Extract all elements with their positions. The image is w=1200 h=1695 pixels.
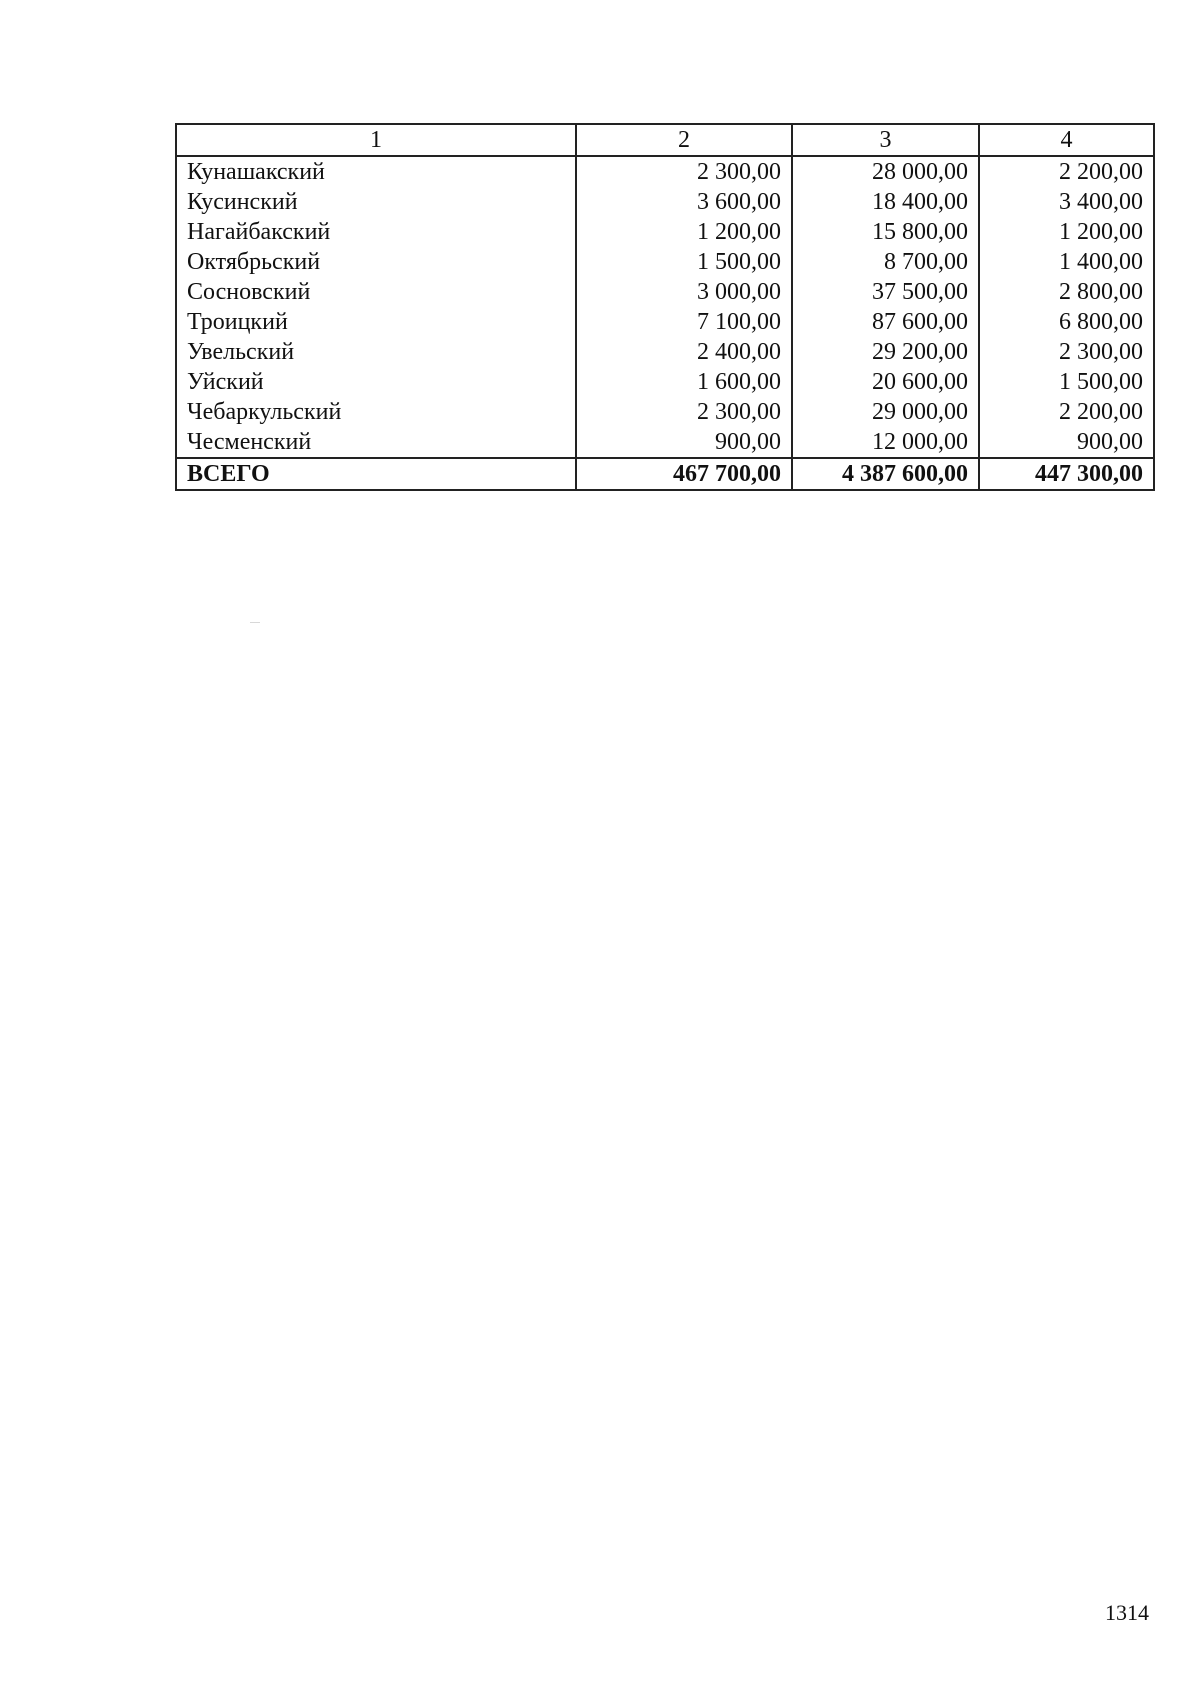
value-col-4: 1 500,00 bbox=[979, 367, 1154, 397]
value-col-4: 900,00 bbox=[979, 427, 1154, 458]
value-col-2: 3 000,00 bbox=[576, 277, 792, 307]
header-cell-1: 1 bbox=[176, 124, 576, 156]
value-col-2: 2 400,00 bbox=[576, 337, 792, 367]
header-cell-2: 2 bbox=[576, 124, 792, 156]
total-label: ВСЕГО bbox=[176, 458, 576, 490]
value-col-4: 2 200,00 bbox=[979, 156, 1154, 187]
value-col-3: 87 600,00 bbox=[792, 307, 979, 337]
value-col-3: 29 000,00 bbox=[792, 397, 979, 427]
district-name: Нагайбакский bbox=[176, 217, 576, 247]
value-col-4: 1 400,00 bbox=[979, 247, 1154, 277]
value-col-3: 20 600,00 bbox=[792, 367, 979, 397]
value-col-2: 7 100,00 bbox=[576, 307, 792, 337]
total-col-2: 467 700,00 bbox=[576, 458, 792, 490]
table-body bbox=[176, 156, 1154, 490]
value-col-4: 3 400,00 bbox=[979, 187, 1154, 217]
scan-artifact bbox=[250, 622, 260, 623]
value-col-3: 12 000,00 bbox=[792, 427, 979, 458]
table-row bbox=[176, 307, 1154, 337]
value-col-3: 15 800,00 bbox=[792, 217, 979, 247]
page-number: 1314 bbox=[1105, 1600, 1149, 1625]
district-name: Октябрьский bbox=[176, 247, 576, 277]
header-cell-3: 3 bbox=[792, 124, 979, 156]
table-row bbox=[176, 337, 1154, 367]
value-col-2: 1 600,00 bbox=[576, 367, 792, 397]
table-row bbox=[176, 367, 1154, 397]
district-name: Чебаркульский bbox=[176, 397, 576, 427]
table-row bbox=[176, 187, 1154, 217]
table-row bbox=[176, 277, 1154, 307]
district-name: Кусинский bbox=[176, 187, 576, 217]
value-col-2: 1 500,00 bbox=[576, 247, 792, 277]
value-col-3: 29 200,00 bbox=[792, 337, 979, 367]
header-cell-4: 4 bbox=[979, 124, 1154, 156]
district-name: Троицкий bbox=[176, 307, 576, 337]
table-header bbox=[176, 124, 1154, 156]
value-col-2: 2 300,00 bbox=[576, 156, 792, 187]
value-col-3: 8 700,00 bbox=[792, 247, 979, 277]
district-name: Кунашакский bbox=[176, 156, 576, 187]
table-row bbox=[176, 156, 1154, 187]
value-col-2: 2 300,00 bbox=[576, 397, 792, 427]
value-col-4: 2 800,00 bbox=[979, 277, 1154, 307]
table-row bbox=[176, 217, 1154, 247]
district-name: Сосновский bbox=[176, 277, 576, 307]
value-col-2: 1 200,00 bbox=[576, 217, 792, 247]
value-col-4: 6 800,00 bbox=[979, 307, 1154, 337]
district-name: Уйский bbox=[176, 367, 576, 397]
district-name: Чесменский bbox=[176, 427, 576, 458]
total-col-4: 447 300,00 bbox=[979, 458, 1154, 490]
value-col-4: 2 200,00 bbox=[979, 397, 1154, 427]
table-row bbox=[176, 397, 1154, 427]
district-name: Увельский bbox=[176, 337, 576, 367]
value-col-3: 28 000,00 bbox=[792, 156, 979, 187]
total-row bbox=[176, 458, 1154, 490]
value-col-3: 18 400,00 bbox=[792, 187, 979, 217]
value-col-2: 900,00 bbox=[576, 427, 792, 458]
header-row bbox=[176, 124, 1154, 156]
value-col-3: 37 500,00 bbox=[792, 277, 979, 307]
table-row bbox=[176, 247, 1154, 277]
total-col-3: 4 387 600,00 bbox=[792, 458, 979, 490]
table-row bbox=[176, 427, 1154, 458]
value-col-2: 3 600,00 bbox=[576, 187, 792, 217]
value-col-4: 1 200,00 bbox=[979, 217, 1154, 247]
value-col-4: 2 300,00 bbox=[979, 337, 1154, 367]
data-table bbox=[175, 123, 1155, 491]
